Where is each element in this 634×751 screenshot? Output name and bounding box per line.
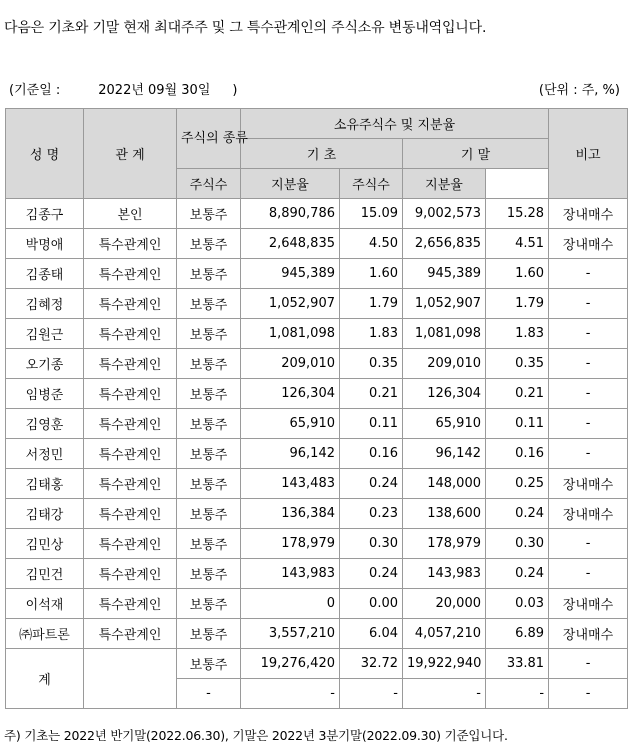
header-ending-ratio: 지분율 [403,169,486,199]
stock-type-cell: 보통주 [177,529,241,559]
table-row [6,319,628,349]
relation-cell: 특수관계인 [84,589,177,619]
shareholder-name: 이석재 [6,589,84,619]
total-section [6,649,628,709]
beginning-shares-cell: 1,081,098 [241,319,340,349]
ending-ratio-cell: 0.21 [486,379,549,409]
table-row [6,229,628,259]
shareholder-name: 김영훈 [6,409,84,439]
remarks-cell: - [549,349,628,379]
ending-shares-cell: 126,304 [403,379,486,409]
relation-cell: 특수관계인 [84,349,177,379]
beginning-shares-cell: 209,010 [241,349,340,379]
header-stock-type: 주식의 종류 [177,109,241,169]
ending-ratio-cell: 0.16 [486,439,549,469]
table-row [6,619,628,649]
stock-type-cell: 보통주 [177,379,241,409]
ending-shares-cell: 20,000 [403,589,486,619]
header-beginning: 기 초 [241,139,403,169]
total-row [6,649,628,679]
total-ending-shares: - [403,679,486,709]
stock-type-cell: 보통주 [177,229,241,259]
table-row [6,289,628,319]
shareholder-name: 김종태 [6,259,84,289]
remarks-cell: - [549,439,628,469]
ending-ratio-cell: 0.03 [486,589,549,619]
stock-type-cell: 보통주 [177,289,241,319]
intro-text: 다음은 기초와 기말 현재 최대주주 및 그 특수관계인의 주식소유 변동내역입니다. [4,20,487,36]
total-type: - [177,679,241,709]
beginning-ratio-cell: 1.83 [340,319,403,349]
remarks-cell: 장내매수 [549,619,628,649]
ending-ratio-cell: 6.89 [486,619,549,649]
table-row [6,349,628,379]
stock-type-cell: 보통주 [177,319,241,349]
header-ending: 기 말 [403,139,549,169]
header-beginning-ratio: 지분율 [241,169,340,199]
ending-ratio-cell: 15.28 [486,199,549,229]
ending-ratio-cell: 1.79 [486,289,549,319]
table-row [6,469,628,499]
shareholding-table [5,108,628,709]
remarks-cell: 장내매수 [549,229,628,259]
stock-type-cell: 보통주 [177,469,241,499]
ending-ratio-cell: 4.51 [486,229,549,259]
ending-shares-cell: 4,057,210 [403,619,486,649]
beginning-shares-cell: 65,910 [241,409,340,439]
ending-shares-cell: 148,000 [403,469,486,499]
beginning-ratio-cell: 1.79 [340,289,403,319]
stock-type-cell: 보통주 [177,409,241,439]
remarks-cell: - [549,409,628,439]
basis-close: ) [232,83,238,98]
table-row [6,259,628,289]
ending-ratio-cell: 0.11 [486,409,549,439]
remarks-cell: - [549,289,628,319]
table-row [6,529,628,559]
beginning-ratio-cell: 0.35 [340,349,403,379]
relation-cell: 본인 [84,199,177,229]
beginning-shares-cell: 945,389 [241,259,340,289]
relation-cell: 특수관계인 [84,229,177,259]
basis-date: 2022년 09월 30일 [98,83,211,98]
shareholder-name: ㈜파트론 [6,619,84,649]
stock-type-cell: 보통주 [177,439,241,469]
relation-cell: 특수관계인 [84,259,177,289]
ending-shares-cell: 1,052,907 [403,289,486,319]
shareholder-name: 김민상 [6,529,84,559]
beginning-shares-cell: 0 [241,589,340,619]
shareholder-name: 김태강 [6,499,84,529]
shareholder-name: 김혜정 [6,289,84,319]
beginning-ratio-cell: 0.24 [340,469,403,499]
beginning-shares-cell: 1,052,907 [241,289,340,319]
basis-label: (기준일 : [9,83,61,98]
remarks-cell: 장내매수 [549,199,628,229]
remarks-cell: - [549,379,628,409]
relation-cell: 특수관계인 [84,619,177,649]
total-beginning-shares: - [241,679,340,709]
shareholder-name: 김태홍 [6,469,84,499]
stock-type-cell: 보통주 [177,589,241,619]
shareholder-name: 서정민 [6,439,84,469]
basis-date-line [9,79,237,98]
table-row [6,559,628,589]
stock-type-cell: 보통주 [177,199,241,229]
ending-ratio-cell: 0.24 [486,499,549,529]
table-row [6,379,628,409]
ending-ratio-cell: 1.60 [486,259,549,289]
remarks-cell: 장내매수 [549,589,628,619]
beginning-ratio-cell: 6.04 [340,619,403,649]
beginning-ratio-cell: 0.11 [340,409,403,439]
header-relation: 관 계 [84,109,177,199]
relation-cell: 특수관계인 [84,499,177,529]
unit-label: (단위 : 주, %) [538,83,620,98]
beginning-shares-cell: 2,648,835 [241,229,340,259]
table-row [6,589,628,619]
ending-shares-cell: 2,656,835 [403,229,486,259]
relation-cell: 특수관계인 [84,409,177,439]
beginning-ratio-cell: 0.16 [340,439,403,469]
relation-cell: 특수관계인 [84,439,177,469]
total-beginning-ratio: 32.72 [340,649,403,679]
ending-shares-cell: 209,010 [403,349,486,379]
stock-type-cell: 보통주 [177,259,241,289]
shareholder-name: 김민건 [6,559,84,589]
header-remarks: 비고 [549,109,628,199]
beginning-ratio-cell: 0.21 [340,379,403,409]
total-remarks: - [549,649,628,679]
beginning-ratio-cell: 0.23 [340,499,403,529]
total-ending-ratio: 33.81 [486,649,549,679]
remarks-cell: - [549,559,628,589]
beginning-ratio-cell: 0.30 [340,529,403,559]
ending-ratio-cell: 0.30 [486,529,549,559]
header-name: 성 명 [6,109,84,199]
table-row [6,499,628,529]
beginning-shares-cell: 96,142 [241,439,340,469]
table-row [6,199,628,229]
beginning-shares-cell: 143,483 [241,469,340,499]
beginning-shares-cell: 136,384 [241,499,340,529]
beginning-shares-cell: 178,979 [241,529,340,559]
beginning-shares-cell: 8,890,786 [241,199,340,229]
stock-type-cell: 보통주 [177,619,241,649]
ending-shares-cell: 138,600 [403,499,486,529]
ending-shares-cell: 1,081,098 [403,319,486,349]
beginning-ratio-cell: 4.50 [340,229,403,259]
relation-cell: 특수관계인 [84,469,177,499]
beginning-shares-cell: 3,557,210 [241,619,340,649]
ending-ratio-cell: 0.25 [486,469,549,499]
beginning-ratio-cell: 0.24 [340,559,403,589]
remarks-cell: - [549,319,628,349]
remarks-cell: 장내매수 [549,469,628,499]
remarks-cell: - [549,259,628,289]
remarks-cell: 장내매수 [549,499,628,529]
total-label: 계 [6,649,84,709]
beginning-shares-cell: 143,983 [241,559,340,589]
stock-type-cell: 보통주 [177,349,241,379]
remarks-cell: - [549,529,628,559]
total-ending-ratio: - [486,679,549,709]
relation-cell: 특수관계인 [84,319,177,349]
shareholder-name: 임병준 [6,379,84,409]
header-beginning-shares: 주식수 [177,169,241,199]
ending-shares-cell: 945,389 [403,259,486,289]
relation-cell: 특수관계인 [84,379,177,409]
header-ending-shares: 주식수 [340,169,403,199]
table-row [6,409,628,439]
beginning-ratio-cell: 1.60 [340,259,403,289]
shareholder-name: 김종구 [6,199,84,229]
ending-shares-cell: 143,983 [403,559,486,589]
total-remarks: - [549,679,628,709]
total-type: 보통주 [177,649,241,679]
ending-ratio-cell: 0.24 [486,559,549,589]
total-ending-shares: 19,922,940 [403,649,486,679]
ending-ratio-cell: 1.83 [486,319,549,349]
footnote: 주) 기초는 2022년 반기말(2022.06.30), 기말은 2022년 3분기말(2022.09.30) 기준입니다. [4,728,508,743]
ending-shares-cell: 96,142 [403,439,486,469]
relation-cell: 특수관계인 [84,529,177,559]
ending-ratio-cell: 0.35 [486,349,549,379]
stock-type-cell: 보통주 [177,559,241,589]
stock-type-cell: 보통주 [177,499,241,529]
relation-cell: 특수관계인 [84,559,177,589]
ending-shares-cell: 9,002,573 [403,199,486,229]
beginning-shares-cell: 126,304 [241,379,340,409]
beginning-ratio-cell: 15.09 [340,199,403,229]
ending-shares-cell: 65,910 [403,409,486,439]
shareholder-name: 오기종 [6,349,84,379]
beginning-ratio-cell: 0.00 [340,589,403,619]
header-holdings-group: 소유주식수 및 지분율 [241,109,549,139]
table-body [6,199,628,649]
total-beginning-shares: 19,276,420 [241,649,340,679]
total-beginning-ratio: - [340,679,403,709]
ending-shares-cell: 178,979 [403,529,486,559]
total-relation-cell [84,649,177,709]
relation-cell: 특수관계인 [84,289,177,319]
shareholder-name: 김원근 [6,319,84,349]
shareholder-name: 박명애 [6,229,84,259]
table-row [6,439,628,469]
